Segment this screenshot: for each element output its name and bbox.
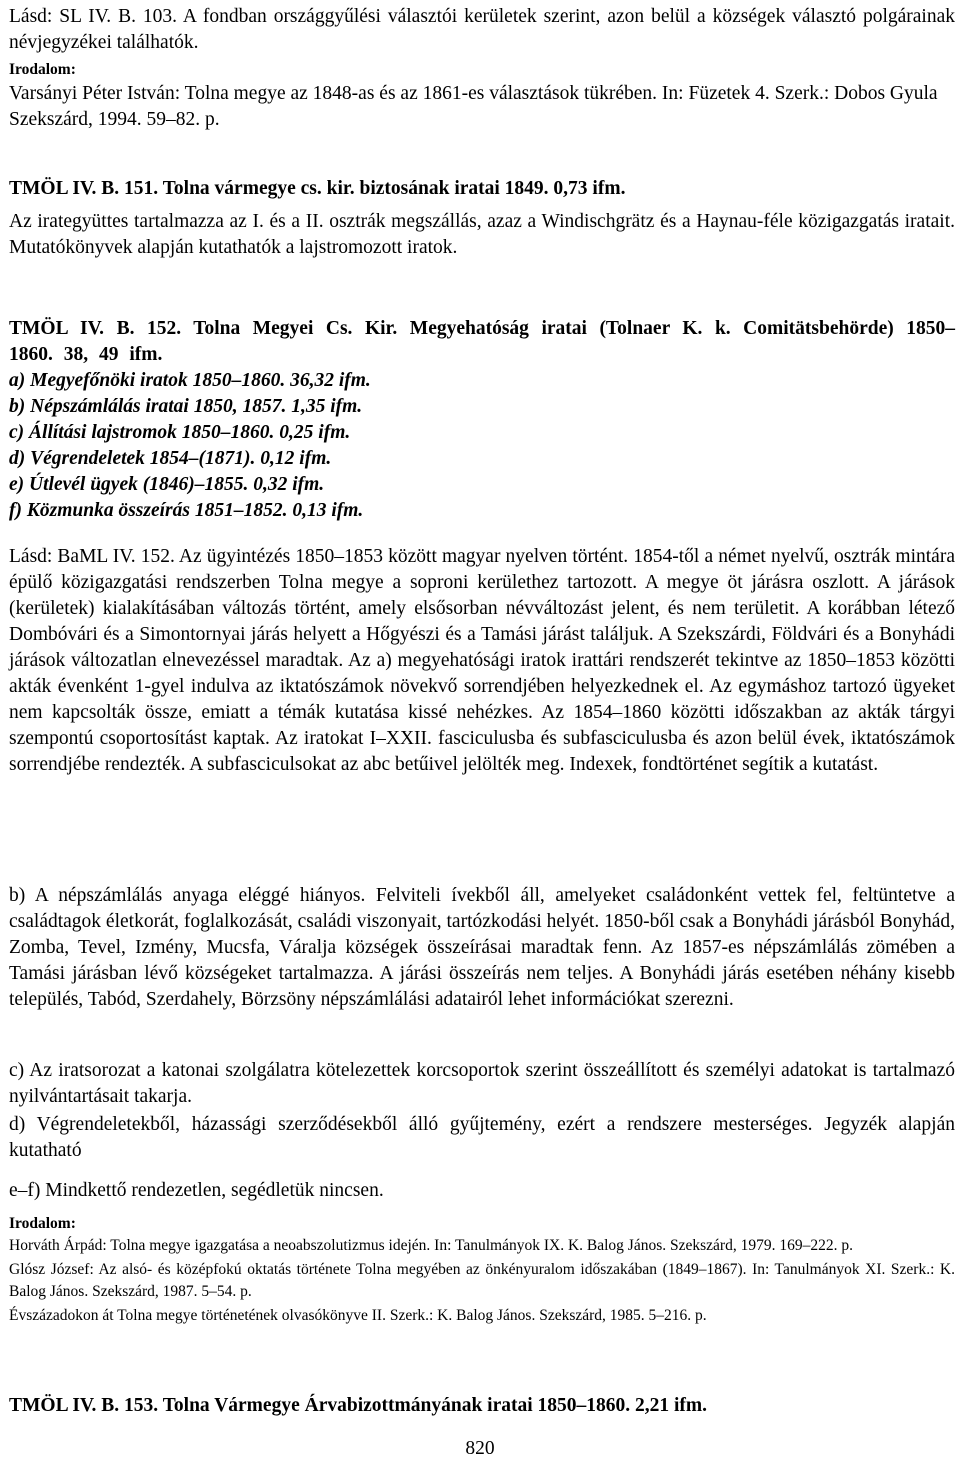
wills-paragraph: d) Végrendeletekből, házassági szerződésekből álló gyűjtemény, ezért a rendszere mesterséges. Jegyzék alapján kutatható: [9, 1114, 955, 1161]
literature-heading: Irodalom:: [9, 61, 76, 78]
literature-heading: Irodalom:: [9, 1215, 76, 1232]
series-list: [9, 368, 955, 524]
fond-description-152: Lásd: BaML IV. 152. Az ügyintézés 1850–1853 között magyar nyelven történt. 1854-től a német nyelvű, osztrák mintára épülő közigazgatási rendszerben Tolna megye a soproni kerülethez tartozott. A megye öt járásra oszlott. A járások (kerületek) kialakításában változás történt, amely elsősorban névváltozást jelent, és nem területit. A korábban létező Dombóvári és a Simontornyai járás helyett a Hőgyészi és a Tamási járást találjuk. A Szekszárdi, Földvári és a Bonyhádi járások változatlan elnevezéssel maradtak. Az a) megyehatósági iratok irattári rendszerét tekintve az 1850–1853 közötti akták évenként 1-gyel indulva az iktatószámok növekvő sorrendjében helyezkednek el. Az egymáshoz tartozó ügyeket nem kapcsolták össze, emiatt a témák kutatása kissé nehézkes. Az 1854–1860 közötti időszakban az akták tárgyi szempontú csoportosítást kaptak. Az iratokat I–XXII. fasciculusba és subfasciculusba és azon belül évek, iktatószámok sorrendjébe rendezték. A subfasciculsokat az abc betűivel jelölték meg. Indexek, fondtörténet segítik a kutatást.: [9, 546, 955, 775]
literature-entry: Évszázadokon át Tolna megye történetének olvasókönyve II. Szerk.: K. Balog János. Szekszárd, 1985. 5–216. p.: [9, 1307, 707, 1324]
literature-entry: Glósz József: Az alsó- és középfokú oktatás története Tolna megyében az önkényuralom időszakában (1849–1867). In: Tanulmányok XI. Szerk.: K. Balog János. Szekszárd, 1987. 5–54. p.: [9, 1261, 955, 1300]
literature-entry: Varsányi Péter István: Tolna megye az 1848-as és az 1861-es választások tükrében. In: Füzetek 4. Szerk.: Dobos Gyula Szekszárd, 1994. 59–82. p.: [9, 83, 938, 130]
fond-description-151: Az irategyüttes tartalmazza az I. és a II. osztrák megszállás, azaz a Windischgrätz és a Haynau-féle közigazgatás iratait. Mutatókönyvek alapján kutathatók a lajstromozott iratok.: [9, 211, 955, 258]
series-item: f) Közmunka összeírás 1851–1852. 0,13 ifm.: [9, 500, 364, 521]
literature-list: [9, 1235, 955, 1327]
series-item: c) Állítási lajstromok 1850–1860. 0,25 ifm.: [9, 422, 351, 443]
series-item: d) Végrendeletek 1854–(1871). 0,12 ifm.: [9, 448, 332, 469]
fond-title-151: TMÖL IV. B. 151. Tolna vármegye cs. kir. biztosának iratai 1849. 0,73 ifm.: [9, 178, 626, 199]
conscription-paragraph: c) Az iratsorozat a katonai szolgálatra kötelezettek korcsoportok szerint összeállított és személyi adatokat is tartalmazó nyilvántartásait takarja.: [9, 1060, 955, 1107]
literature-entry: Horváth Árpád: Tolna megye igazgatása a neoabszolutizmus idején. In: Tanulmányok IX. K. Balog János. Szekszárd, 1979. 169–222. p.: [9, 1237, 853, 1254]
lasd-reference-sl: Lásd: SL IV. B. 103. A fondban országgyűlési választói kerületek szerint, azon belül a községek választó polgárainak névjegyzékei találhatók.: [9, 6, 955, 53]
fond-title-152: TMÖL IV. B. 152. Tolna Megyei Cs. Kir. Megyehatóság iratai (Tolnaer K. k. Comitätsbehörde) 1850–1860. 38, 49 ifm.: [9, 318, 955, 365]
series-item: e) Útlevél ügyek (1846)–1855. 0,32 ifm.: [9, 474, 325, 495]
series-item: b) Népszámlálás iratai 1850, 1857. 1,35 ifm.: [9, 396, 363, 417]
fond-title-153: TMÖL IV. B. 153. Tolna Vármegye Árvabizottmányának iratai 1850–1860. 2,21 ifm.: [9, 1395, 708, 1416]
census-paragraph: b) A népszámlálás anyaga eléggé hiányos. Felviteli ívekből áll, amelyeket családonként vettek fel, feltüntetve a családtagok életkorát, foglalkozását, családi viszonyait, tartózkodási helyét. 1850-ből csak a Bonyhádi járásból Bonyhád, Zomba, Tevel, Izmény, Mucsfa, Váralja községek összeírásai maradtak fenn. Az 1857-es népszámlálás zömében a Tamási járásban lévő községeket tartalmazza. A járási összeírás nem teljes. A Bonyhádi járás esetében néhány kisebb település, Tabód, Szerdahely, Börzsöny népszámlálási adatairól lehet információkat szerezni.: [9, 885, 956, 1010]
series-item: a) Megyefőnöki iratok 1850–1860. 36,32 ifm.: [9, 370, 371, 391]
passport-paragraph: e–f) Mindkettő rendezetlen, segédletük nincsen.: [9, 1180, 384, 1201]
page-number: 820: [465, 1438, 495, 1459]
